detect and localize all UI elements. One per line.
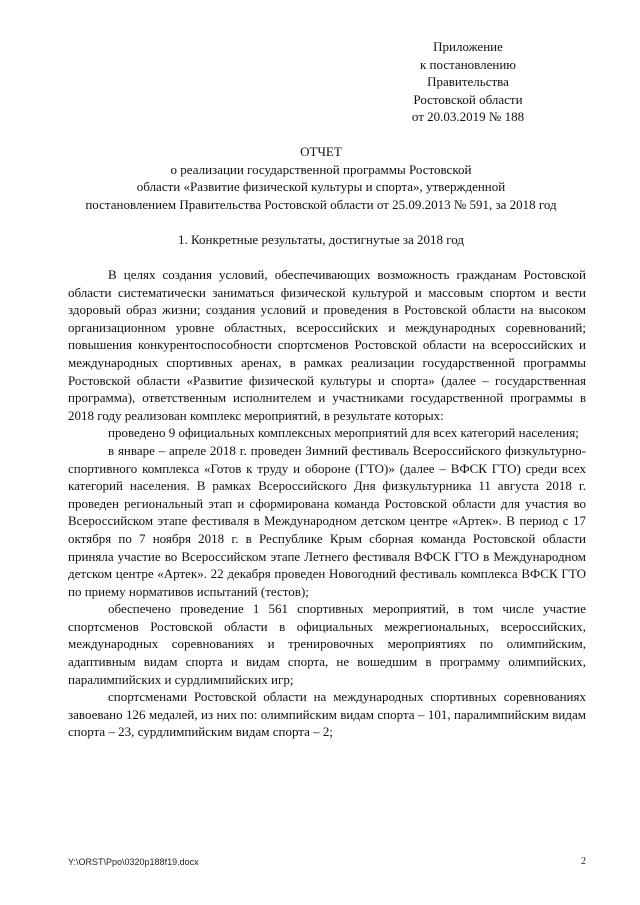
report-subtitle-line: о реализации государственной программы Ростовской [170, 161, 472, 177]
annex-block [368, 38, 568, 126]
section-heading: 1. Конкретные результаты, достигнутые за 2018 год [177, 232, 464, 247]
body-paragraph: обеспечено проведение 1 561 спортивных мероприятий, в том числе участие спортсменов Ростовской области в официальных межрегиональных, всероссийских, международных соревнованиях и тренировочных мероприятиях по олимпийским, адаптивным видам спорта и видам спорта, не вошедшим в программу олимпийских, паралимпийских и сурдлимпийских игр; [68, 601, 586, 687]
report-title: ОТЧЕТ [300, 144, 342, 159]
report-body [68, 266, 586, 741]
report-title-block [60, 143, 582, 213]
body-paragraph: в январе – апреле 2018 г. проведен Зимний фестиваль Всероссийского физкультурно-спортивного комплекса «Готов к труду и обороне (ГТО)» (далее – ВФСК ГТО) среди всех категорий населения. В рамках Всероссийского Дня физкультурника 11 августа 2018 г. проведен региональный этап и сформирована команда Ростовской области для участия во Всероссийском этапе фестиваля в Международном детском центре «Артек». В период с 17 октября по 7 ноября 2018 г. в Республике Крым сборная команда Ростовской области приняла участие во Всероссийском этапе Летнего фестиваля ВФСК ГТО в Международном детском центре «Артек». 22 декабря проведен Новогодний фестиваль комплекса ВФСК ГТО по приему нормативов испытаний (тестов); [68, 442, 586, 599]
annex-line: от 20.03.2019 № 188 [411, 109, 525, 124]
page-number: 2 [581, 856, 586, 867]
body-paragraph: проведено 9 официальных комплексных мероприятий для всех категорий населения; [108, 425, 579, 441]
body-paragraph: спортсменами Ростовской области на международных спортивных соревнованиях завоевано 126 медалей, из них по: олимпийским видам спорта – 101, паралимпийским видам спорта – 23, сурдлимпийским видам спорта – 2; [68, 689, 586, 740]
annex-line: к постановлению [419, 56, 517, 72]
annex-line: Приложение [433, 39, 503, 54]
annex-line: Ростовской области [413, 91, 523, 107]
file-path-footer: Y:\ORST\Ppo\0320p188f19.docx [68, 857, 199, 867]
report-subtitle-line: постановлением Правительства Ростовской области от 25.09.2013 № 591, за 2018 год [85, 196, 557, 212]
annex-line: Правительства [427, 74, 509, 89]
report-subtitle-line: области «Развитие физической культуры и спорта», утвержденной [136, 179, 506, 194]
body-paragraph: В целях создания условий, обеспечивающих возможность гражданам Ростовской области систематически заниматься физической культурой и массовым спортом и вести здоровый образ жизни; создания условий и проведения в Ростовской области на высоком организационном уровне областных, всероссийских и международных соревнований; повышения конкурентоспособности спортсменов Ростовской области на всероссийских и международных спортивных аренах, в рамках реализации государственной программы Ростовской области «Развитие физической культуры и спорта» (далее – государственная программа), ответственным исполнителем и участниками государственной программы в 2018 году реализован комплекс мероприятий, в результате которых: [68, 267, 586, 423]
